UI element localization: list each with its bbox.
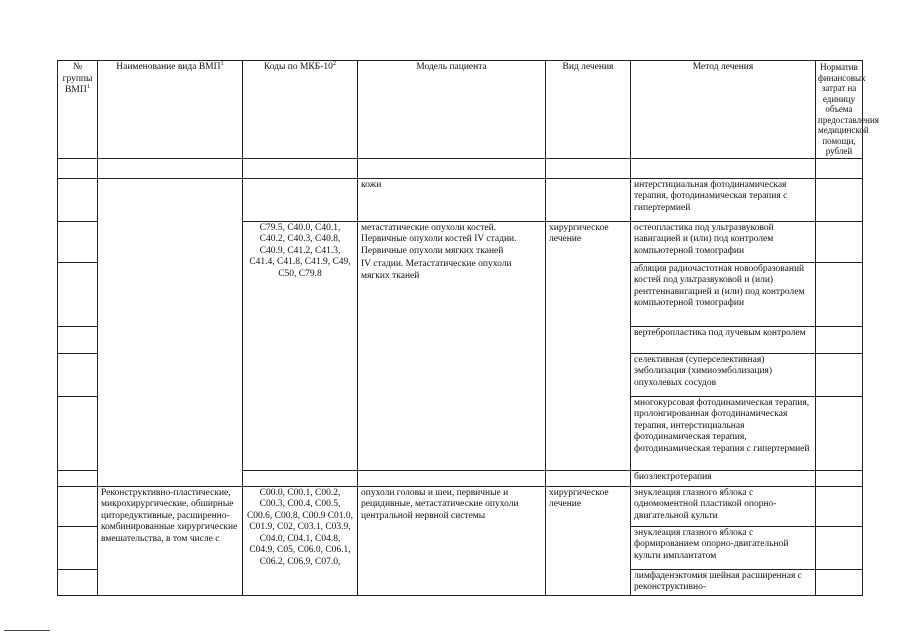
treatment-method-cell: многокурсовая фотодинамическая терапия, пролонгированная фотодинамическая терапия, интерстициальная фотодинамическая терапия, фотодинамическая терапия с гипертермией (631, 396, 816, 470)
vmp-table (57, 59, 879, 596)
treatment-method-cell: остеопластика под ультразвуковой навигацией и (или) под контролем компьютерной томографии (631, 221, 816, 262)
table-row (58, 486, 863, 526)
header-group-number: № группы ВМП$^1$ (58, 61, 98, 159)
treatment-method-cell: биоэлектротерапия (631, 470, 816, 486)
patient-model-cell: метастатические опухоли костей. Первичные опухоли костей IV стадии. Первичные опухоли мягких тканей IV стадии. Метастатические опухоли мягких тканей (358, 221, 546, 470)
header-treatment-type: Вид лечения (546, 61, 631, 159)
header-patient-model: Модель пациента (358, 61, 546, 159)
treatment-method-cell: селективная (суперселективная) эмболизация (химиоэмболизация) опухолевых сосудов (631, 353, 816, 396)
header-treatment-method: Метод лечения (631, 61, 816, 159)
table-header-row (58, 61, 863, 159)
treatment-method-cell: абляция радиочастотная новообразований костей под ультразвуковой и (или) рентгеннавигацией и (или) под контролем компьютерной томографии (631, 262, 816, 326)
treatment-type-cell: хирургическое лечение (546, 221, 631, 470)
vmp-name-cell: Реконструктивно-пластические, микрохирургические, обширные циторедуктивные, расширенно-комбинированные хирургические вмешательства, в том числе с (98, 486, 243, 595)
treatment-method-cell: энуклеация глазного яблока с одномоментной пластикой опорно-двигательной культи (631, 486, 816, 526)
patient-model-cell: опухоли головы и шеи, первичные и рецидивные, метастатические опухоли центральной нервной системы (358, 486, 546, 595)
patient-model-cell: кожи (358, 178, 546, 221)
treatment-type-cell: хирургическое лечение (546, 486, 631, 595)
vmp-name-cell-empty (98, 178, 243, 486)
table-row-empty (58, 158, 863, 178)
header-cost-standard: Норматив финансовых затрат на единицу объема предоставления медицинской помощи, рублей (816, 61, 863, 159)
treatment-method-cell: лимфаденэктомия шейная расширенная с реконструктивно- (631, 569, 816, 595)
treatment-method-cell: энуклеация глазного яблока с формированием опорно-двигательной культи имплантатом (631, 526, 816, 569)
icd-codes-cell: C79.5, C40.0, C40.1, C40.2, C40.3, C40.8, C40.9, C41.2, C41.3, C41.4, C41.8, C41.9, C49, C50, C79.8 (243, 221, 358, 470)
header-icd-codes: Коды по МКБ-$10^2$ (243, 61, 358, 159)
icd-codes-cell: C00.0, C00.1, C00.2, C00.3, C00.4, C00.5, C00.6, C00.8, C00.9 C01.0, C01.9, C02, C03.1, C03.9, C04.0, C04.1, C04.8, C04.9, C05, C06.0, C06.1, C06.2, C06.9, C07.0, (243, 486, 358, 595)
table-row (58, 178, 863, 221)
treatment-method-cell: интерстициальная фотодинамическая терапия, фотодинамическая терапия с гипертермией (631, 178, 816, 221)
header-vmp-name: Наименование вида ВМП$^1$ (98, 61, 243, 159)
footnote-rule (4, 630, 50, 631)
treatment-method-cell: вертебропластика под лучевым контролем (631, 326, 816, 353)
